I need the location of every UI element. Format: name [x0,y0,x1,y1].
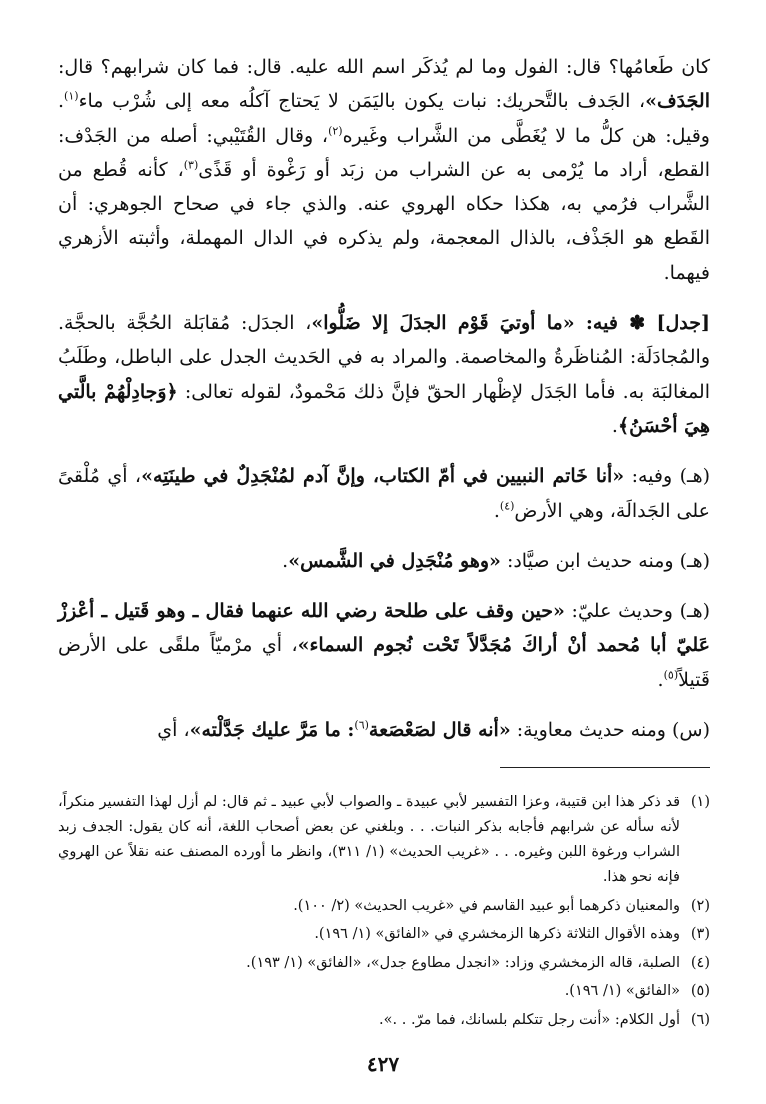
text-segment: ، أي مُلْقىً على الجَدالَة، وهي الأرض [58,465,710,522]
text-segment: «أنا خَاتم النبيين في أمّ الكتاب، وإنَّ آدم لمُنْجَدِلٌ في طينَتِه» [141,465,625,488]
footnote [58,894,710,919]
footnote-text: «الفائق» (١/ ١٩٦). [564,983,680,999]
paragraph [58,713,710,747]
text-segment: «حين وقف على طلحة رضي الله عنهما فقال ـ وهو قَتيل ـ أعْززْ عَليّ أبا مُحمد أنْ أراكَ مُجَدَّلاً تَحْت نُجوم السماء» [58,600,710,657]
footnote-text: والمعنيان ذكرهما أبو عبيد القاسم في «غريب الحديث» (٢/ ١٠٠). [293,897,680,914]
footnote-number: (٥) [690,983,710,999]
footnote [58,979,710,1004]
text-segment: . [657,668,664,691]
main-text [58,50,710,747]
text-segment: «وهو مُنْجَدِل في الشَّمس» [288,549,501,572]
footnote-number: (٤) [690,954,710,971]
entry-heading: [جدل] ✽ فيه: [574,312,710,335]
text-segment: ، وقال القُتَيْبي: أصله من الجَدْف: القطع، أراد ما يُرْمى به عن الشراب من زبَد أو رَغْوة أو قَذًى [58,124,710,181]
footnote [58,922,710,947]
text-segment: : ما مَرَّ عليك جَدَّلْته» [189,719,355,742]
footnotes [58,790,710,1036]
text-segment: ﴿وَجادِلْهُمْ بالَّتي هِيَ أحْسَنُ﴾ [58,380,710,437]
text-segment: . وقيل: هن كلُّ ما لا يُغَطَّى من الشَّراب وغَيره [58,90,710,147]
footnote-ref: (٢) [328,124,343,138]
footnote-number: (٦) [690,1011,710,1028]
text-segment: «ما أوتيَ قَوْم الجدَلَ إلا ضَلُّوا» [311,312,575,335]
paragraph [58,459,710,528]
footnote-text: أول الكلام: «أنت رجل تتكلم بلسانك، فما مرّ. . .». [379,1011,680,1028]
text-segment: كان طَعامُها؟ قال: الفول وما لم يُذكَر اسم الله عليه. قال: فما كان شرابهم؟ قال: [58,56,710,78]
text-segment: . [493,499,500,522]
footnote-number: (٢) [690,897,710,914]
text-segment: . [282,549,289,572]
footnote-divider [500,767,710,768]
footnote-text: الصلبة، قاله الزمخشري وزاد: «انجدل مطاوع جدل»، «الفائق» (١/ ١٩٣). [246,954,680,971]
paragraph [58,306,710,443]
text-segment: ، الجَدف بالتَّحريك: نبات يكون باليَمَن لا يَحتاج آكلُه معه إلى شُرْب ماء [78,90,646,113]
footnote-text: قد ذكر هذا ابن قتيبة، وعزا التفسير لأبي عبيدة ـ والصواب لأبي عبيد ـ ثم قال: لم أزل لهذا التفسير منكراً، لأنه سأله عن شرابهم فأجابه بذكر النبات. . . وبلغني عن بعض أصحاب اللغة، أنه كان يقول: الجدف زبد الشراب ورغوة اللبن وغيره. . . «غريب الحديث» (١/ ٣١١)، وانظر ما أورده المصنف عنه نقلاً عن الهروي فإنه نحو هذا. [58,794,680,885]
footnote-text: وهذه الأقوال الثلاثة ذكرها الزمخشري في «الفائق» (١/ ١٩٦). [314,926,680,942]
text-segment: «أنه قال لصَعْصَعة [368,719,511,742]
footnote [58,951,710,976]
footnote-ref: (٣) [183,158,199,172]
footnote [58,1008,710,1033]
page-number: ٤٢٧ [366,1052,400,1076]
text-segment: ، كأنه قُطع من الشَّراب فرُمي به، هكذا حكاه الهروي عنه. والذي جاء في صحاح الجوهري: أن القَطع هو الجَذْف، بالذال المعجمة، ولم يذكره في الدال المهملة، وأثبته الأزهري فيهما. [58,158,710,284]
footnote-number: (١) [690,794,710,810]
text-segment: الجَدَف» [645,90,710,113]
text-segment: ، الجدَل: مُقابَلة الحُجَّة بالحجَّة. والمُجادَلَة: المُناظَرةُ والمخاصمة. والمراد به في الحَديث الجدل على الباطل، وطَلَبُ المغالبَة به. فأما الجَدَل لإظْهار الحقّ فإنَّ ذلك مَحْمودٌ، لقوله تعالى: [58,312,711,403]
text-segment: ، أي مرْميّاً ملقًى على الأرض قَتيلاً [58,634,710,691]
footnote [58,790,710,890]
text-segment: (هـ) ومنه حديث ابن صيَّاد: [500,549,710,572]
footnote-ref: (٤) [499,499,515,513]
footnote-ref: (٦) [354,718,369,732]
text-segment: (س) ومنه حديث معاوية: [510,719,710,742]
text-segment: . [611,414,618,437]
text-segment: ، أي [157,719,190,742]
paragraph [58,544,710,578]
text-segment: (هـ) وحديث عليّ: [564,600,710,623]
footnote-ref: (٥) [663,668,679,682]
paragraph [58,594,710,697]
footnote-ref: (١) [64,89,79,103]
paragraph [58,50,710,290]
footnote-number: (٣) [690,926,710,942]
text-segment: (هـ) وفيه: [624,465,711,488]
